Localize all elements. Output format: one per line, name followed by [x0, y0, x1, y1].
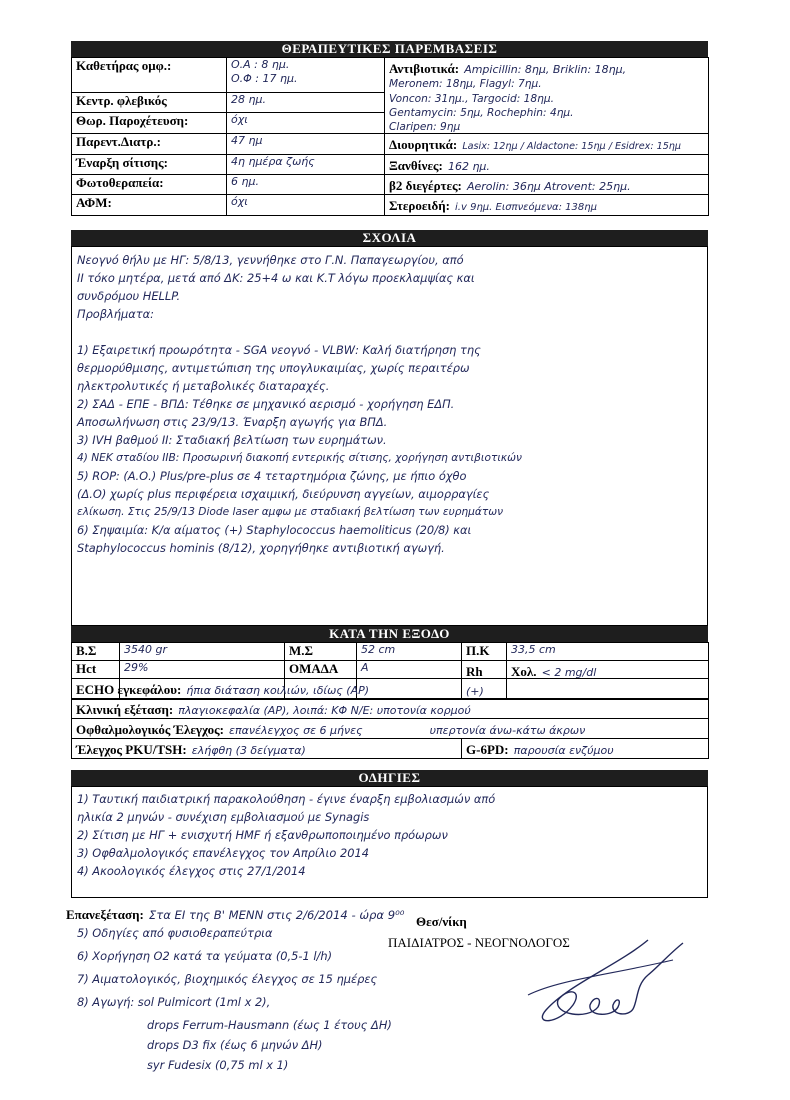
- hct-label: Hct: [72, 661, 120, 700]
- echo-row: [72, 679, 709, 699]
- revisit-value: Στα ΕΙ της Β' ΜΕΝΝ στις 2/6/2014 - ώρα 9⁰⁰: [148, 908, 405, 922]
- g6pd-label: G-6PD:: [466, 742, 509, 757]
- instruction-line: 6) Χορήγηση Ο2 κατά τα γεύματα (0,5-1 l/h): [77, 949, 333, 963]
- comment-line: 1) Εξαιρετική προωρότητα - SGA νεογνό - VLBW: Καλή διατήρηση της: [77, 343, 481, 357]
- antibiotics-line-5: Claripen: 9ημ: [389, 120, 461, 133]
- instruction-line: 2) Σίτιση με ΗΓ + ενισχυτή HMF ή εξανθρωποποιημένο πρόωρων: [77, 828, 448, 842]
- xanthines-label: Ξανθίνες:: [389, 157, 443, 173]
- hc-label: Π.Κ: [462, 643, 507, 661]
- ophth-value: επανέλεγχος σε 6 μήνες: [229, 724, 363, 737]
- afm-value: όχι: [227, 194, 385, 215]
- feeding-label: Έναρξη σίτισης:: [72, 154, 227, 174]
- comment-line: 3) IVH βαθμού ΙΙ: Σταδιακή βελτίωση των ευρημάτων.: [77, 433, 387, 447]
- comment-line: ΙΙ τόκο μητέρα, μετά από ΔΚ: 25+4 ω και Κ.Τ λόγω προεκλαμψίας και: [77, 271, 475, 285]
- diuretics-value: Lasix: 12ημ / Aldactone: 15ημ / Esidrex: 15ημ: [462, 140, 681, 152]
- rh-label: Rh: [466, 664, 483, 679]
- instructions-header: ΟΔΗΓΙΕΣ: [71, 770, 708, 786]
- xanthines-cell: [385, 154, 709, 174]
- comment-line: Staphylococcus hominis (8/12), χορηγήθηκε αντιβιοτική αγωγή.: [77, 541, 445, 555]
- instruction-line: 5) Οδηγίες από φυσιοθεραπεύτρια: [77, 926, 273, 940]
- comments-text: [77, 251, 522, 557]
- comment-line: 6) Σηψαιμία: Κ/α αίματος (+) Staphylococcus haemoliticus (20/8) και: [77, 523, 472, 537]
- ophth-row: [72, 719, 709, 739]
- g6pd-cell: [462, 739, 709, 759]
- antibiotics-line-1: Ampicillin: 8ημ, Briklin: 18ημ,: [464, 63, 627, 76]
- clinical-row: [72, 699, 709, 719]
- photo-value: 6 ημ.: [227, 174, 385, 194]
- parenteral-value: 47 ημ: [227, 133, 385, 154]
- antibiotics-cell: [385, 58, 709, 134]
- comment-line: ελίκωση. Στις 25/9/13 Diode laser αμφω με σταδιακή βελτίωση των ευρημάτων: [77, 506, 504, 518]
- antibiotics-line-3: Voncon: 31ημ., Targocid: 18ημ.: [389, 92, 554, 105]
- instruction-line: 7) Αιματολογικός, βιοχημικός έλεγχος σε 15 ημέρες: [77, 972, 378, 986]
- xanthines-value: 162 ημ.: [447, 159, 490, 173]
- echo-value: ήπια διάταση κοιλιών, ιδίως (ΑΡ): [186, 684, 370, 697]
- central-label: Κεντρ. φλεβικός: [72, 92, 227, 112]
- group-label: ΟΜΑΔΑ: [285, 661, 357, 700]
- comment-line: συνδρόμου HELLP.: [77, 289, 181, 303]
- central-value: 28 ημ.: [227, 92, 385, 112]
- instruction-line: 8) Αγωγή: sol Pulmicort (1ml x 2),: [77, 995, 271, 1009]
- b2-cell: [385, 174, 709, 194]
- pku-label: Έλεγχος PKU/TSH:: [76, 742, 187, 757]
- comment-line: Αποσωλήνωση στις 23/9/13. Έναρξη αγωγής για ΒΠΔ.: [77, 415, 388, 429]
- g6pd-value: παρουσία ενζύμου: [513, 744, 614, 757]
- bw-label: Β.Σ: [72, 643, 120, 661]
- steroids-cell: [385, 194, 709, 215]
- parenteral-label: Παρεντ.Διατρ.:: [72, 133, 227, 154]
- instruction-line: drops Ferrum-Hausmann (έως 1 έτους ΔΗ): [147, 1018, 392, 1032]
- comment-line: 4) ΝΕΚ σταδίου ΙΙΒ: Προσωρινή διακοπή εντερικής σίτισης, χορήγηση αντιβιοτικών: [77, 452, 522, 464]
- instruction-line: 3) Οφθαλμολογικός επανέλεγχος τον Απρίλιο 2014: [77, 846, 369, 860]
- photo-label: Φωτοθεραπεία:: [72, 174, 227, 194]
- b2-label: β2 διεγέρτες:: [389, 177, 462, 193]
- antibiotics-line-4: Gentamycin: 5ημ, Rochephin: 4ημ.: [389, 107, 574, 119]
- comment-line: Προβλήματα:: [77, 307, 154, 321]
- comment-line: [77, 323, 522, 341]
- catheter-value-2: Ο.Φ : 17 ημ.: [231, 72, 298, 85]
- clinical-value: πλαγιοκεφαλία (ΑΡ), λοιπά: ΚΦ Ν/Ε: υποτονία κορμού: [178, 704, 471, 717]
- bw-value: 3540 gr: [120, 643, 285, 661]
- hct-value: 29%: [120, 661, 285, 700]
- instruction-line: 4) Ακοολογικός έλεγχος στις 27/1/2014: [77, 864, 306, 878]
- signature-role: ΠΑΙΔΙΑΤΡΟΣ - ΝΕΟΓΝΟΛΟΓΟΣ: [388, 935, 570, 950]
- hc-value: 33,5 cm: [507, 643, 709, 661]
- catheter-label: Καθετήρας ομφ.:: [72, 58, 227, 93]
- discharge-header: ΚΑΤΑ ΤΗΝ ΕΞΟΔΟ: [71, 626, 708, 642]
- comment-line: θερμορύθμισης, αντιμετώπιση της υπογλυκαιμίας, χωρίς περαιτέρω: [77, 361, 470, 375]
- instruction-line: ηλικία 2 μηνών - συνέχιση εμβολιασμού με Synagis: [77, 810, 370, 824]
- rh-value: (+): [466, 685, 484, 698]
- comment-line: 5) ROP: (Α.Ο.) Plus/pre-plus σε 4 τεταρτημόρια ζώνης, με ήπιο όχθο: [77, 469, 467, 483]
- instruction-line: 1) Ταυτική παιδιατρική παρακολούθηση - έγινε έναρξη εμβολιασμών από: [77, 792, 496, 806]
- interventions-table: [71, 57, 709, 216]
- antibiotics-line-2: Meronem: 18ημ, Flagyl: 7ημ.: [389, 78, 542, 90]
- comment-line: (Δ.Ο) χωρίς plus περιφέρεια ισχαιμική, διεύρυνση αγγείων, αιμορραγίες: [77, 487, 490, 501]
- steroids-value: i.v 9ημ. Εισπνεόμενα: 138ημ: [455, 201, 597, 213]
- diuretics-cell: [385, 133, 709, 154]
- b2-value: Aerolin: 36ημ Atrovent: 25ημ.: [466, 179, 631, 193]
- steroids-label: Στεροειδή:: [389, 197, 450, 213]
- clinical-value-2: υπερτονία άνω-κάτω άκρων: [429, 724, 586, 737]
- signature-scribble: [498, 925, 688, 1045]
- diuretics-label: Διουρητικά:: [389, 136, 458, 152]
- exams-table: [71, 678, 709, 759]
- group-value: Α: [357, 661, 462, 700]
- echo-label: ECHO εγκεφάλου:: [76, 682, 182, 697]
- interventions-header: ΘΕΡΑΠΕΥΤΙΚΕΣ ΠΑΡΕΜΒΑΣΕΙΣ: [71, 41, 708, 57]
- revisit-row: [66, 904, 404, 923]
- revisit-label: Επανεξέταση:: [66, 907, 144, 922]
- comment-line: 2) ΣΑΔ - ΕΠΕ - ΒΠΔ: Τέθηκε σε μηχανικό αερισμό - χορήγηση ΕΔΠ.: [77, 397, 455, 411]
- chol-value: < 2 mg/dl: [541, 666, 597, 679]
- comment-line: ηλεκτρολυτικές ή μεταβολικές διαταραχές.: [77, 379, 330, 393]
- instructions-more: [77, 922, 392, 1074]
- clinical-label: Κλινική εξέταση:: [76, 702, 174, 717]
- catheter-cell: [227, 58, 385, 93]
- drainage-value: όχι: [227, 113, 385, 133]
- afm-label: ΑΦΜ:: [72, 194, 227, 215]
- signature-place: Θεσ/νίκη: [416, 914, 467, 929]
- comment-line: Νεογνό θήλυ με ΗΓ: 5/8/13, γεννήθηκε στο Γ.Ν. Παπαγεωργίου, από: [77, 253, 464, 267]
- comments-header: ΣΧΟΛΙΑ: [71, 230, 708, 246]
- pku-value: ελήφθη (3 δείγματα): [191, 744, 306, 757]
- instruction-line: drops D3 fix (έως 6 μηνών ΔΗ): [147, 1038, 323, 1052]
- pku-cell: [72, 739, 462, 759]
- instructions-text: [77, 790, 495, 880]
- length-label: Μ.Σ: [285, 643, 357, 661]
- length-value: 52 cm: [357, 643, 462, 661]
- instruction-line: syr Fudesix (0,75 ml x 1): [147, 1058, 289, 1072]
- ophth-label: Οφθαλμολογικός Έλεγχος:: [76, 722, 224, 737]
- catheter-value-1: Ο.Α : 8 ημ.: [231, 58, 290, 71]
- drainage-label: Θωρ. Παροχέτευση:: [72, 113, 227, 133]
- antibiotics-label: Αντιβιοτικά:: [389, 61, 460, 76]
- chol-label: Χολ.: [511, 664, 537, 679]
- feeding-value: 4η ημέρα ζωής: [227, 154, 385, 174]
